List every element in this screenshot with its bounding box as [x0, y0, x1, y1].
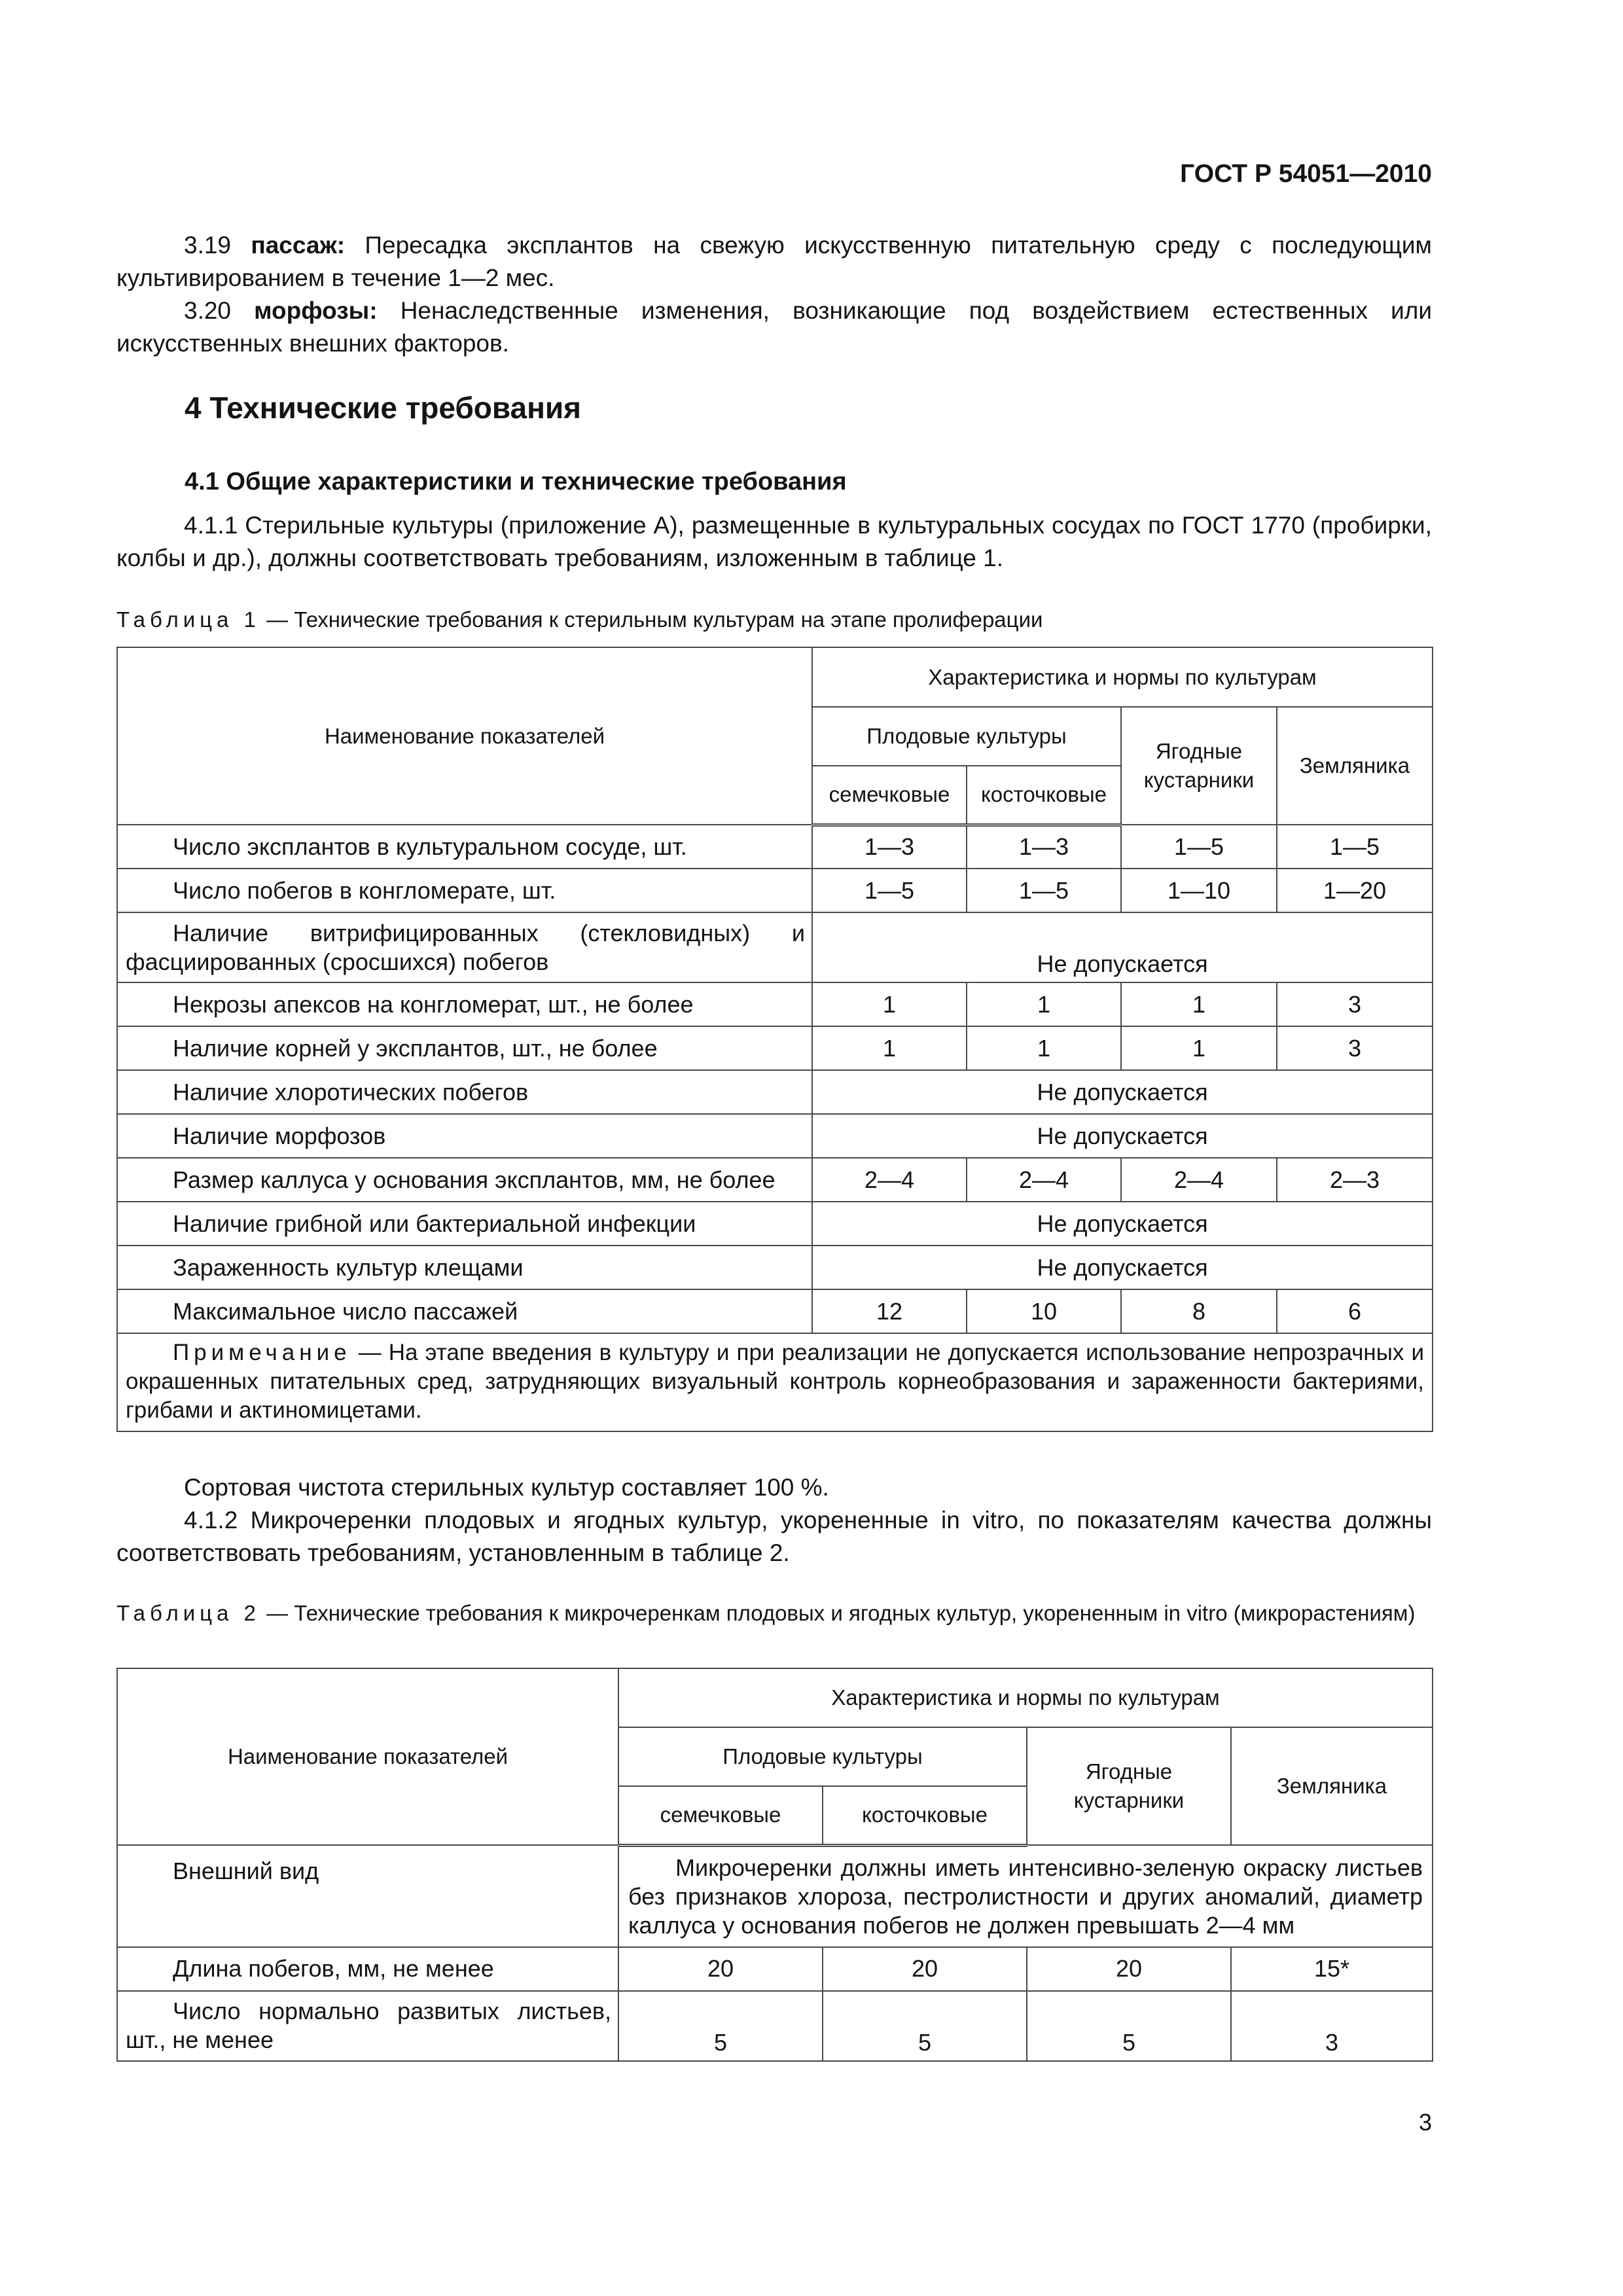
row-label: Наличие грибной или бактериальной инфекции [117, 1202, 812, 1246]
cell-merged-value: Не допускается [812, 1114, 1433, 1158]
cell-value: 1 [967, 982, 1121, 1026]
paragraph-4-1-1: 4.1.1 Стерильные культуры (приложение А), размещенные в культуральных сосудах по ГОСТ 1770 (пробирки, колбы и др.), должны соответствовать требованиям, изложенным в таблице 1. [116, 512, 1432, 571]
cell-value: 1 [1121, 982, 1277, 1026]
table-row [117, 1158, 1433, 1202]
row-label: Некрозы апексов на конгломерат, шт., не более [117, 982, 812, 1026]
table-row [117, 1947, 1433, 1991]
cell-value: 1 [812, 982, 967, 1026]
table-row [117, 1289, 1433, 1333]
row-label: Число нормально развитых листьев, шт., не менее [117, 1991, 618, 2061]
table-row [117, 1991, 1433, 2061]
cell-value: 2—4 [967, 1158, 1121, 1202]
cell-value: 1 [1121, 1026, 1277, 1070]
definition-number: 3.20 [184, 297, 232, 324]
cell-value: 2—4 [1121, 1158, 1277, 1202]
paragraph-purity: Сортовая чистота стерильных культур составляет 100 %. [184, 1474, 829, 1501]
row-label: Размер каллуса у основания эксплантов, мм, не более [117, 1158, 812, 1202]
table1-caption-text: — Технические требования к стерильным культурам на этапе пролиферации [260, 607, 1043, 632]
row-label: Число эксплантов в культуральном сосуде, шт. [117, 825, 812, 869]
table-row [117, 1026, 1433, 1070]
table-row [117, 825, 1433, 869]
definition-term: пассаж: [251, 232, 346, 259]
table-row [117, 1246, 1433, 1289]
table1-header-group: Характеристика и нормы по культурам [812, 647, 1433, 707]
table2-caption-text: — Технические требования к микрочеренкам плодовых и ягодных культур, укорененным in vitro (микрорастениям) [260, 1601, 1416, 1625]
cell-merged-value: Не допускается [812, 1202, 1433, 1246]
cell-value: 1 [812, 1026, 967, 1070]
note-text: — На этапе введения в культуру и при реализации не допускается использование непрозрачных и окрашенных питательных сред, затрудняющих визуальный контроль корнеобразования и зараженности бактериями, грибами и актиномицетами. [126, 1340, 1425, 1423]
subsection-heading: 4.1 Общие характеристики и технические требования [185, 468, 847, 495]
table1-note-row [117, 1333, 1433, 1431]
table2-header-strawberry: Земляника [1231, 1727, 1433, 1845]
row-label: Число побегов в конгломерате, шт. [117, 869, 812, 912]
cell-merged-value: Микрочеренки должны иметь интенсивно-зеленую окраску листьев без признаков хлороза, пестролистности и других аномалий, диаметр каллуса у основания побегов не должен превышать 2—4 мм [618, 1845, 1433, 1947]
row-label: Максимальное число пассажей [117, 1289, 812, 1333]
definition-term: морфозы: [254, 297, 378, 324]
table2-caption-label: Таблица 2 [116, 1601, 260, 1625]
cell-value: 12 [812, 1289, 967, 1333]
cell-value: 1—20 [1277, 869, 1433, 912]
row-label: Внешний вид [117, 1845, 618, 1947]
table1-note [117, 1333, 1433, 1431]
cell-value: 1—5 [1121, 825, 1277, 869]
table-row [117, 1070, 1433, 1114]
document-code: ГОСТ Р 54051—2010 [1180, 160, 1432, 188]
row-label: Наличие хлоротических побегов [117, 1070, 812, 1114]
table-row [117, 1114, 1433, 1158]
cell-value: 6 [1277, 1289, 1433, 1333]
cell-value: 2—3 [1277, 1158, 1433, 1202]
cell-value: 5 [823, 1991, 1027, 2061]
cell-value: 1—5 [1277, 825, 1433, 869]
cell-value: 20 [618, 1947, 823, 1991]
definition-text: Пересадка эксплантов на свежую искусственную питательную среду с последующим культивированием в течение 1—2 мес. [116, 232, 1432, 291]
table-row [117, 982, 1433, 1026]
note-label: Примечание [173, 1340, 351, 1365]
table1-header-fruit: Плодовые культуры [812, 707, 1121, 766]
cell-value: 15* [1231, 1947, 1433, 1991]
page-number: 3 [1418, 2109, 1432, 2136]
cell-value: 5 [618, 1991, 823, 2061]
row-label: Наличие корней у эксплантов, шт., не более [117, 1026, 812, 1070]
cell-value: 1—10 [1121, 869, 1277, 912]
definition-3-19 [116, 229, 1432, 295]
table-row [117, 912, 1433, 982]
cell-value: 2—4 [812, 1158, 967, 1202]
definition-3-20 [116, 295, 1432, 360]
cell-value: 1—3 [967, 825, 1121, 869]
cell-value: 5 [1027, 1991, 1231, 2061]
cell-merged-value: Не допускается [812, 912, 1433, 982]
definition-text: Ненаследственные изменения, возникающие под воздействием естественных или искусственных внешних факторов. [116, 297, 1433, 357]
table2-header-pome: семечковые [618, 1786, 823, 1845]
table2-header-group: Характеристика и нормы по культурам [618, 1668, 1433, 1727]
row-label: Наличие витрифицированных (стекловидных) и фасциированных (сросшихся) побегов [117, 912, 812, 982]
table1-header-stone: косточковые [967, 766, 1121, 825]
cell-value: 10 [967, 1289, 1121, 1333]
definition-number: 3.19 [184, 232, 232, 259]
cell-value: 1 [967, 1026, 1121, 1070]
cell-value: 3 [1231, 1991, 1433, 2061]
table1-caption-label: Таблица 1 [116, 607, 260, 632]
table-row [117, 1845, 1433, 1947]
cell-merged-value: Не допускается [812, 1070, 1433, 1114]
cell-merged-value: Не допускается [812, 1246, 1433, 1289]
table2-header-stone: косточковые [823, 1786, 1027, 1845]
cell-value: 1—3 [812, 825, 967, 869]
table1-header-berry: Ягодные кустарники [1121, 707, 1277, 825]
cell-value: 1—5 [812, 869, 967, 912]
cell-value: 1—5 [967, 869, 1121, 912]
cell-value: 8 [1121, 1289, 1277, 1333]
table1-caption [116, 605, 1432, 635]
table2-header-name: Наименование показателей [117, 1668, 618, 1845]
section-heading: 4 Технические требования [185, 391, 581, 425]
table-row [117, 1202, 1433, 1246]
row-label: Наличие морфозов [117, 1114, 812, 1158]
table2-header-berry: Ягодные кустарники [1027, 1727, 1231, 1845]
row-label: Длина побегов, мм, не менее [117, 1947, 618, 1991]
row-label: Зараженность культур клещами [117, 1246, 812, 1289]
table2-caption [116, 1598, 1432, 1628]
table-1 [116, 647, 1433, 1432]
cell-value: 3 [1277, 982, 1433, 1026]
cell-value: 20 [823, 1947, 1027, 1991]
table-2 [116, 1668, 1433, 2062]
cell-value: 20 [1027, 1947, 1231, 1991]
table2-header-fruit: Плодовые культуры [618, 1727, 1027, 1786]
cell-value: 3 [1277, 1026, 1433, 1070]
paragraph-4-1-2: 4.1.2 Микрочеренки плодовых и ягодных культур, укорененные in vitro, по показателям качества должны соответствовать требованиям, установленным в таблице 2. [116, 1507, 1432, 1566]
table-row [117, 869, 1433, 912]
table1-header-pome: семечковые [812, 766, 967, 825]
table1-header-name: Наименование показателей [117, 647, 812, 825]
table1-header-strawberry: Земляника [1277, 707, 1433, 825]
